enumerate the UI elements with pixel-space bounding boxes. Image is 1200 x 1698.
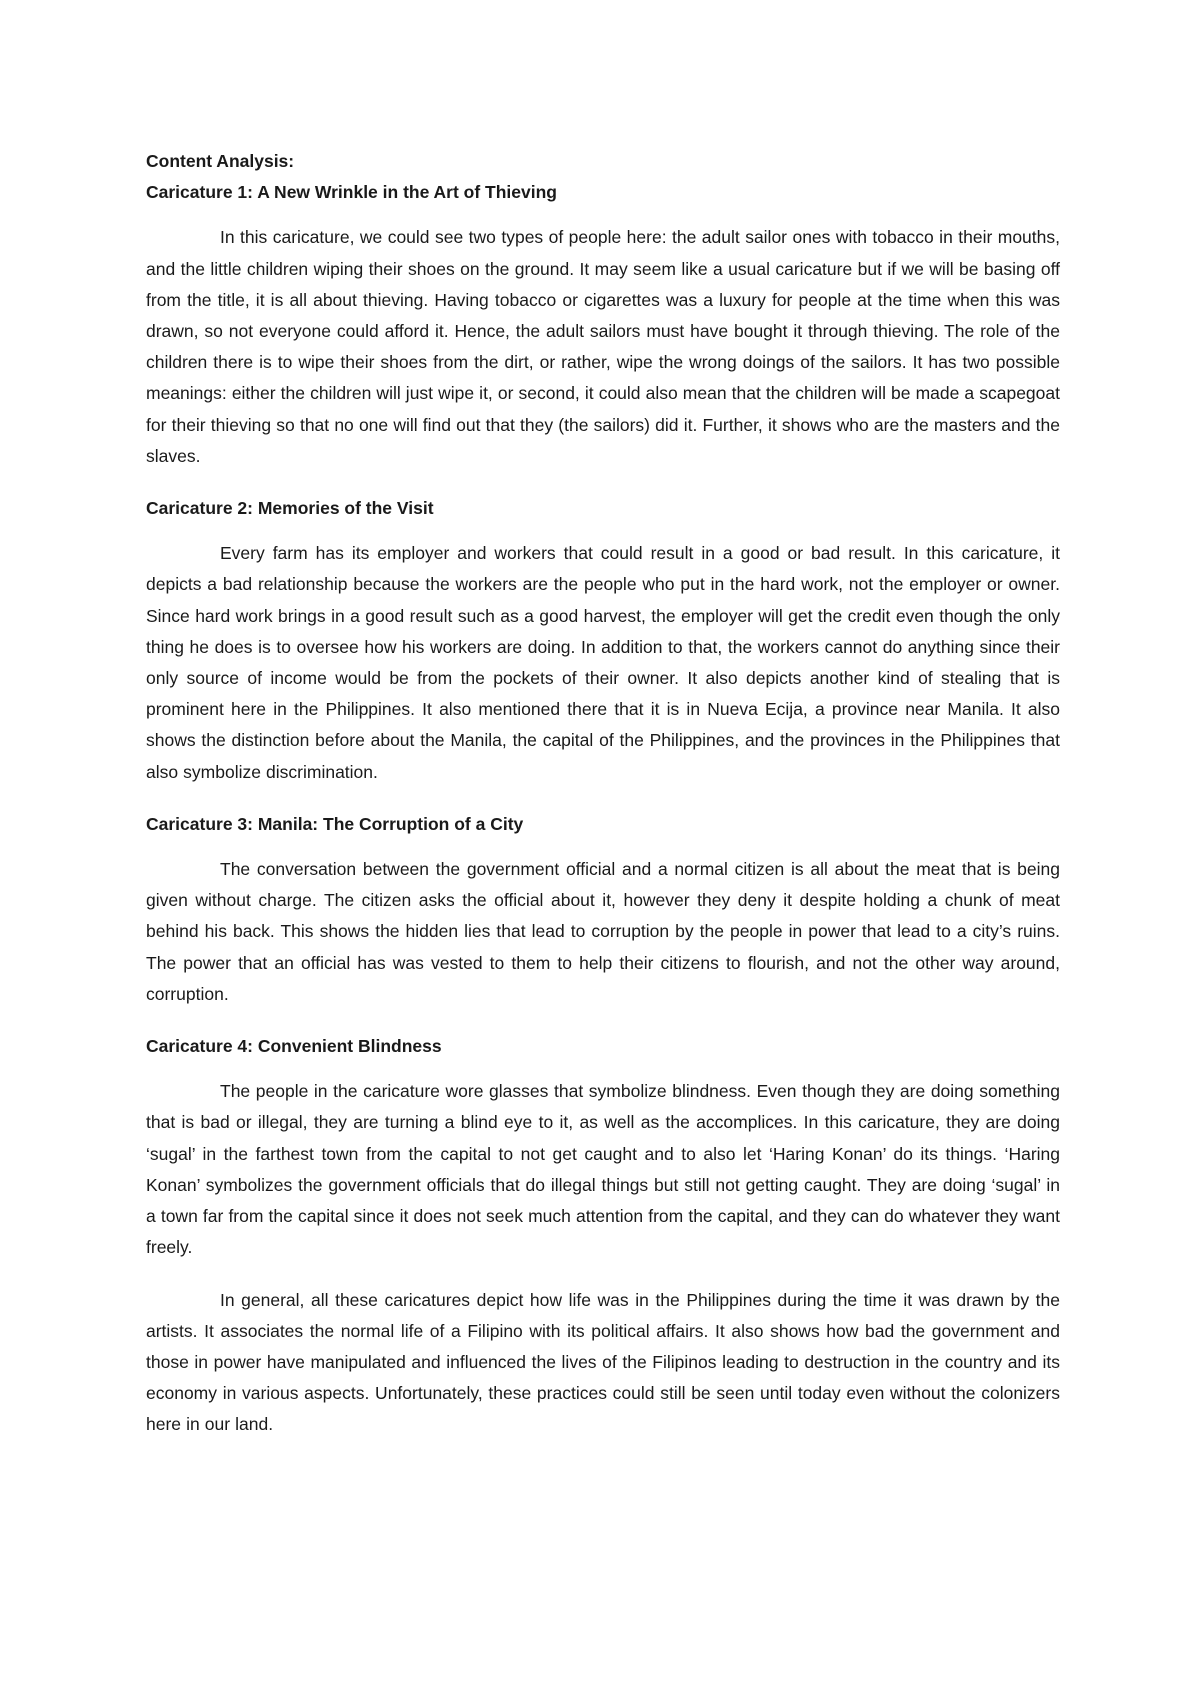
section-body-3: The conversation between the government official and a normal citizen is all about the meat that is being given without charge. The citizen asks the official about it, however they deny it despite holding a chunk of meat behind his back. This shows the hidden lies that lead to corruption by the people in power that lead to a city’s ruins. The power that an official has was vested to them to help their citizens to flourish, and not the other way around, corruption. xyxy=(146,859,1060,1004)
section-heading-2: Caricature 2: Memories of the Visit xyxy=(146,498,434,519)
document-title: Content Analysis: xyxy=(146,151,295,171)
conclusion-paragraph: In general, all these caricatures depict how life was in the Philippines during the time it was drawn by the artists. It associates the normal life of a Filipino with its political affairs. It also shows how bad the government and those in power have manipulated and influenced the lives of the Filipinos leading to destruction in the country and its economy in various aspects. Unfortunately, these practices could still be seen until today even without the colonizers here in our land. xyxy=(146,1289,1060,1435)
section-body-2: Every farm has its employer and workers that could result in a good or bad result. In this caricature, it depicts a bad relationship because the workers are the people who put in the hard work, not the employer or owner. Since hard work brings in a good result such as a good harvest, the employer will get the credit even though the only thing he does is to oversee how his workers are doing. In addition to that, the workers cannot do anything since their only source of income would be from the pockets of their owner. It also depicts another kind of stealing that is prominent here in the Philippines. It also mentioned there that it is in Nueva Ecija, a province near Manila. It also shows the distinction before about the Manila, the capital of the Philippines, and the provinces in the Philippines that also symbolize discrimination. xyxy=(146,543,1060,782)
section-heading-3: Caricature 3: Manila: The Corruption of a City xyxy=(146,813,524,834)
section-body-1: In this caricature, we could see two types of people here: the adult sailor ones with tobacco in their mouths, and the little children wiping their shoes on the ground. It may seem like a usual caricature but if we will be basing off from the title, it is all about thieving. Having tobacco or cigarettes was a luxury for people at the time when this was drawn, so not everyone could afford it. Hence, the adult sailors must have bought it through thieving. The role of the children there is to wipe their shoes from the dirt, or rather, wipe the wrong doings of the sailors. It has two possible meanings: either the children will just wipe it, or second, it could also mean that the children will be made a scapegoat for their thieving so that no one will find out that they (the sailors) did it. Further, it shows who are the masters and the slaves. xyxy=(146,227,1060,466)
section-heading-1: Caricature 1: A New Wrinkle in the Art of Thieving xyxy=(146,182,557,203)
section-body-4: The people in the caricature wore glasses that symbolize blindness. Even though they are doing something that is bad or illegal, they are turning a blind eye to it, as well as the accomplices. In this caricature, they are doing ‘sugal’ in the farthest town from the capital to not get caught and to also let ‘Haring Konan’ do its things. ‘Haring Konan’ symbolizes the government officials that do illegal things but still not getting caught. They are doing ‘sugal’ in a town far from the capital since it does not seek much attention from the capital, and they can do whatever they want freely. xyxy=(146,1081,1060,1258)
section-heading-4: Caricature 4: Convenient Blindness xyxy=(146,1036,442,1057)
document-page xyxy=(146,146,1060,1441)
